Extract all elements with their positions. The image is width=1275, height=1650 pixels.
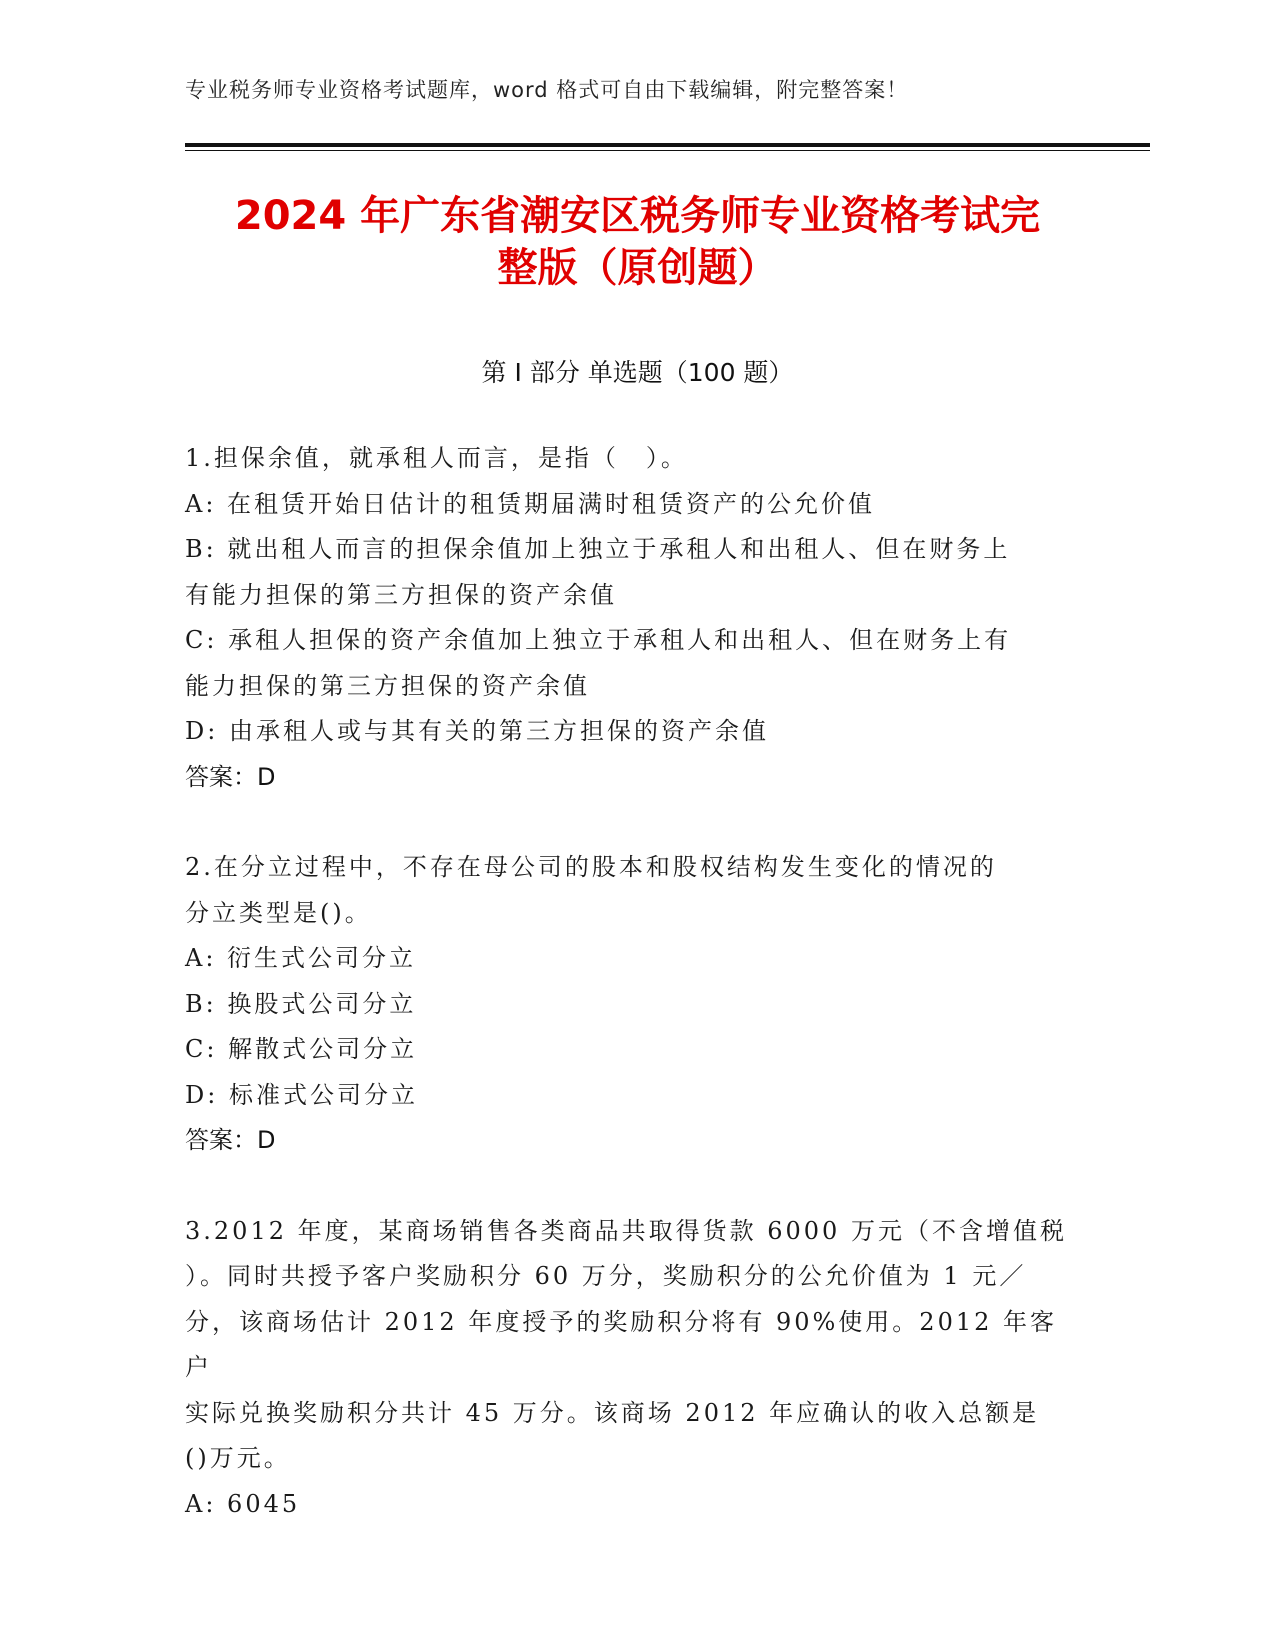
document-title xyxy=(185,190,1090,294)
question-1-option-b-cont: 有能力担保的第三方担保的资产余值 xyxy=(185,580,617,609)
question-2 xyxy=(185,845,1080,1164)
question-2-option-c: C: 解散式公司分立 xyxy=(185,1035,418,1063)
title-line-1: 2024 年广东省潮安区税务师专业资格考试完 xyxy=(234,193,1041,239)
question-3 xyxy=(185,1209,1080,1528)
question-3-stem-cont-1: ）。同时共授予客户奖励积分 60 万分，奖励积分的公允价值为 1 元／ xyxy=(185,1262,1027,1290)
header-divider-thin xyxy=(185,150,1150,151)
question-1-option-d: D: 由承租人或与其有关的第三方担保的资产余值 xyxy=(185,717,769,745)
question-1-stem: 1.担保余值，就承租人而言，是指（ ）。 xyxy=(185,444,688,472)
question-2-stem: 2.在分立过程中，不存在母公司的股本和股权结构发生变化的情况的 xyxy=(185,853,997,881)
question-3-stem-cont-3: 实际兑换奖励积分共计 45 万分。该商场 2012 年应确认的收入总额是 xyxy=(185,1398,1040,1427)
question-3-option-a: A: 6045 xyxy=(185,1489,301,1518)
section-title: 第 I 部分 单选题（100 题） xyxy=(481,358,794,387)
question-1-option-a: A: 在租赁开始日估计的租赁期届满时租赁资产的公允价值 xyxy=(185,489,876,518)
question-3-stem-cont-4: ()万元。 xyxy=(185,1444,291,1472)
header-note: 专业税务师专业资格考试题库，word 格式可自由下载编辑，附完整答案！ xyxy=(185,78,909,102)
question-3-stem: 3.2012 年度，某商场销售各类商品共取得货款 6000 万元（不含增值税 xyxy=(185,1216,1067,1245)
question-1-option-c: C: 承租人担保的资产余值加上独立于承租人和出租人、但在财务上有 xyxy=(185,626,1012,654)
question-1-option-b: B: 就出租人而言的担保余值加上独立于承租人和出租人、但在财务上 xyxy=(185,535,1011,563)
title-line-2: 整版（原创题） xyxy=(497,245,778,291)
question-1-answer: 答案：D xyxy=(185,762,276,791)
header-divider-thick xyxy=(185,143,1150,147)
question-1-option-c-cont: 能力担保的第三方担保的资产余值 xyxy=(185,671,590,700)
question-2-answer: 答案：D xyxy=(185,1126,276,1154)
question-2-option-d: D: 标准式公司分立 xyxy=(185,1080,418,1109)
question-2-stem-cont: 分立类型是()。 xyxy=(185,898,372,927)
question-2-option-b: B: 换股式公司分立 xyxy=(185,989,417,1018)
question-1 xyxy=(185,436,1080,800)
question-list xyxy=(185,436,1080,1572)
question-3-stem-cont-2: 分，该商场估计 2012 年度授予的奖励积分将有 90%使用。2012 年客户 xyxy=(185,1307,1058,1381)
question-2-option-a: A: 衍生式公司分立 xyxy=(185,944,417,972)
